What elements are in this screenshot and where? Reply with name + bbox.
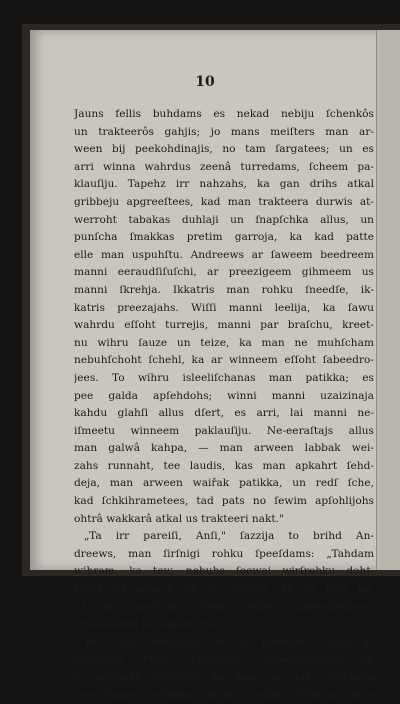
text-line: wahrdu eſſoht turrejis, manni par braſchu, kreet- [74, 319, 374, 332]
text-line: winneem. Mehs johkodami atwaddijamees, un [74, 653, 374, 666]
text-line: gribbeju apgreeſtees, kad man trakteera durwis at- [74, 195, 374, 208]
text-line: kâ par pawiſſam zittadu wihru pahrwehrſiſees, [74, 600, 374, 613]
text-line: arri winna wahrdus zeenâ turredams, ſcheem pa- [74, 160, 374, 173]
text-line: kad ſchkihrametees, tad pats no ſewim apſohlijohs [74, 495, 374, 508]
text-line: nu wihru ſauze un teize, ka man ne muhſcham [74, 336, 374, 349]
text-line: pee galda apſehdohs; winni manni uzaizinaja [74, 389, 374, 402]
book-page [30, 30, 380, 701]
text-line: man galwâ kahpa, — man arween labbak wei- [74, 442, 374, 455]
text-line: zahs runnaht, tee laudis, kas man apkahrt ſehd- [74, 459, 374, 472]
text-line: es newarru leegtees, ka man jau tahs wakkara [74, 671, 374, 683]
text-line: manni eeraudſiſuſchi, ar preezigeem gihmeem us [74, 266, 374, 279]
text-line: Nahz tik allaſch un tu redſeſi, ka tu ihſâ lai- [74, 583, 374, 596]
text-line: „Ta irr pareiſi, Anſi," ſazzija to brihd An- [84, 530, 374, 543]
facing-page-edge [376, 30, 400, 570]
page-number: 10 [195, 74, 215, 90]
text-line: ween bij peekohdinajis, no tam ſargatees; un es [74, 143, 374, 156]
text-line: jees. To wihru isleeliſchanas man patikka; es [74, 371, 374, 384]
text-line: klauſiju. Tapehz irr nahzahs, ka gan drihs atkal [74, 178, 374, 191]
text-line: nebuhſchoht ſchehl, ka ar winneem eſſoht ſabeedro- [74, 354, 374, 367]
text-line: deja, man arween waiřak patikka, un redſ ſche, [74, 477, 374, 490]
text-line: ne kâ kahds tu taggad eſſi." [74, 618, 223, 631]
text-line: kahdu glahſi allus dſert, es arri, lai manni ne- [74, 407, 374, 420]
text-line: werroht tabakas duhlaji un ſnapſchka allus, un [74, 213, 374, 226]
text-line: ſaeeſchanas eeſahka mihlas palikt. Stundas man [74, 688, 374, 701]
body-text [74, 106, 374, 704]
text-line: iſmeetu winneem paklauſiju. Ne-eeraſtajs allus [74, 424, 374, 437]
text-line: manni ſkrehja. Ikkatris man rohku ſneedſe, ik- [74, 283, 374, 296]
text-line: punſcha ſmakkas pretim garroja, ka kad patte [74, 231, 374, 244]
text-line: dreews, man ſirſnigi rohku ſpeeſdams: „Tahdam [74, 547, 374, 560]
text-line: katris preezajahs. Wiſſi manni leelija, ka ſawu [74, 301, 374, 314]
text-line: wihram, ka tew, nebuhs ſeewai wirſrohku doht. [74, 565, 374, 578]
text-line: ohtrâ wakkarâ atkal us trakteeri nakt." [74, 512, 284, 525]
text-line: Tee zitti ſmehjahs, irr es ſmehjohs, lihdſ ar [84, 635, 374, 648]
text-line: elle man uspuhſtu. Andreews ar ſaweem beedreem [74, 248, 374, 261]
text-line: Jauns fellis buhdams es nekad nebiju ſchenkôs [74, 108, 374, 120]
text-line: un trakteerôs gahjis; jo mans meiſters man ar- [74, 125, 374, 138]
